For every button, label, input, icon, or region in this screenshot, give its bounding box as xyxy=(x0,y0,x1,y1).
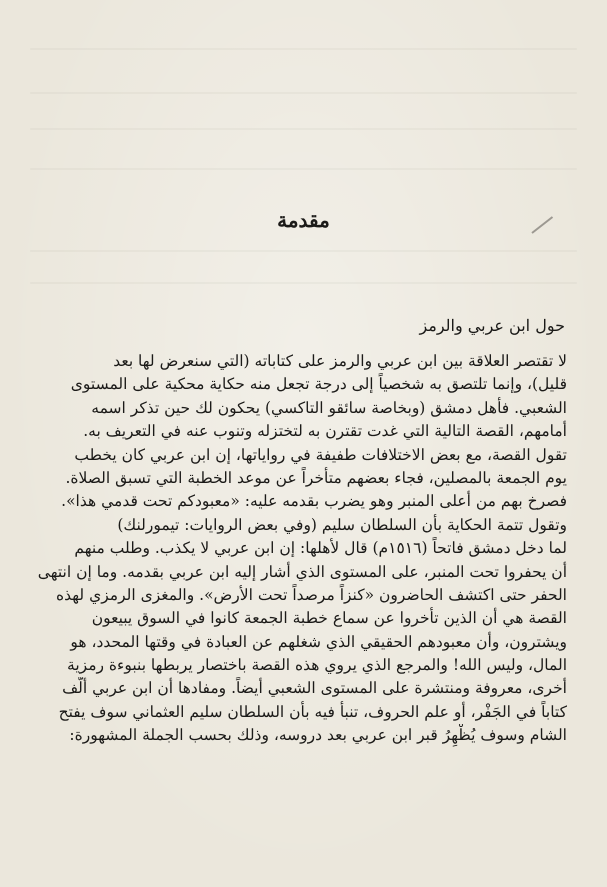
text-line: الحفر حتى اكتشف الحاضرون «كنزاً مرصداً تحت الأرض». والمغزى الرمزي لهذه xyxy=(56,585,567,604)
bleed-through-shadow xyxy=(30,128,577,130)
section-subtitle: حول ابن عربي والرمز xyxy=(419,316,565,335)
bleed-through-shadow xyxy=(30,250,577,252)
text-line: تقول القصة، مع بعض الاختلافات طفيفة في رواياتها، إن ابن عربي كان يخطب xyxy=(74,445,567,464)
text-line: ويشترون، وأن معبودهم الحقيقي الذي شغلهم عن العبادة في وقتها المحدد، هو xyxy=(70,632,567,651)
bleed-through-shadow xyxy=(30,92,577,94)
text-line: فصرخ بهم من أعلى المنبر وهو يضرب بقدمه عليه: «معبودكم تحت قدمي هذا». xyxy=(61,492,567,511)
text-line: لما دخل دمشق فاتحاً (١٥١٦م) قال لأهلها: إن ابن عربي لا يكذب. وطلب منهم xyxy=(74,539,567,558)
text-line: وتقول تتمة الحكاية بأن السلطان سليم (وفي بعض الروايات: تيمورلنك) xyxy=(117,515,567,534)
text-line: أخرى، معروفة ومنتشرة على المستوى الشعبي أيضاً. ومفادها أن ابن عربي ألّف xyxy=(62,679,567,698)
text-line: المال، وليس الله! والمرجع الذي يروي هذه القصة باختصار يربطها بنبوءة رمزية xyxy=(67,656,567,675)
body-paragraph xyxy=(36,350,567,748)
text-line: قليل)، وإنما تلتصق به شخصياً إلى درجة تجعل منه حكاية محكية على المستوى xyxy=(70,375,567,394)
text-line: الشام وسوف يُظْهِرُ قبر ابن عربي بعد دروسه، وذلك بحسب الجملة المشهورة: xyxy=(69,726,567,745)
text-line: أن يحفروا تحت المنبر، على المستوى الذي أشار إليه ابن عربي بقدمه. وما إن انتهى xyxy=(37,562,567,581)
text-line: القصة هي أن الذين تأخروا عن سماع خطبة الجمعة كانوا في السوق يبيعون xyxy=(91,609,567,628)
text-line: يوم الجمعة بالمصلين، فجاء بعضهم متأخراً عن موعد الخطبة التي تسبق الصلاة. xyxy=(65,468,567,487)
text-line: كتاباً في الجَفْر، أو علم الحروف، تنبأ فيه بأن السلطان سليم العثماني سوف يفتح xyxy=(58,702,567,721)
bleed-through-shadow xyxy=(30,48,577,50)
text-line: لا تقتصر العلاقة بين ابن عربي والرمز على كتاباته (التي سنعرض لها بعد xyxy=(113,352,567,370)
bleed-through-shadow xyxy=(30,168,577,170)
bleed-through-shadow xyxy=(30,282,577,284)
text-line: أمامهم، القصة التالية التي غدت تقترن به لتختزله وتنوب عنه في التعريف به. xyxy=(83,422,567,441)
page-title: مقدمة xyxy=(277,208,330,232)
text-line: الشعبي. فأهل دمشق (وبخاصة سائقو التاكسي) يحكون لك حين تذكر اسمه xyxy=(91,398,567,417)
